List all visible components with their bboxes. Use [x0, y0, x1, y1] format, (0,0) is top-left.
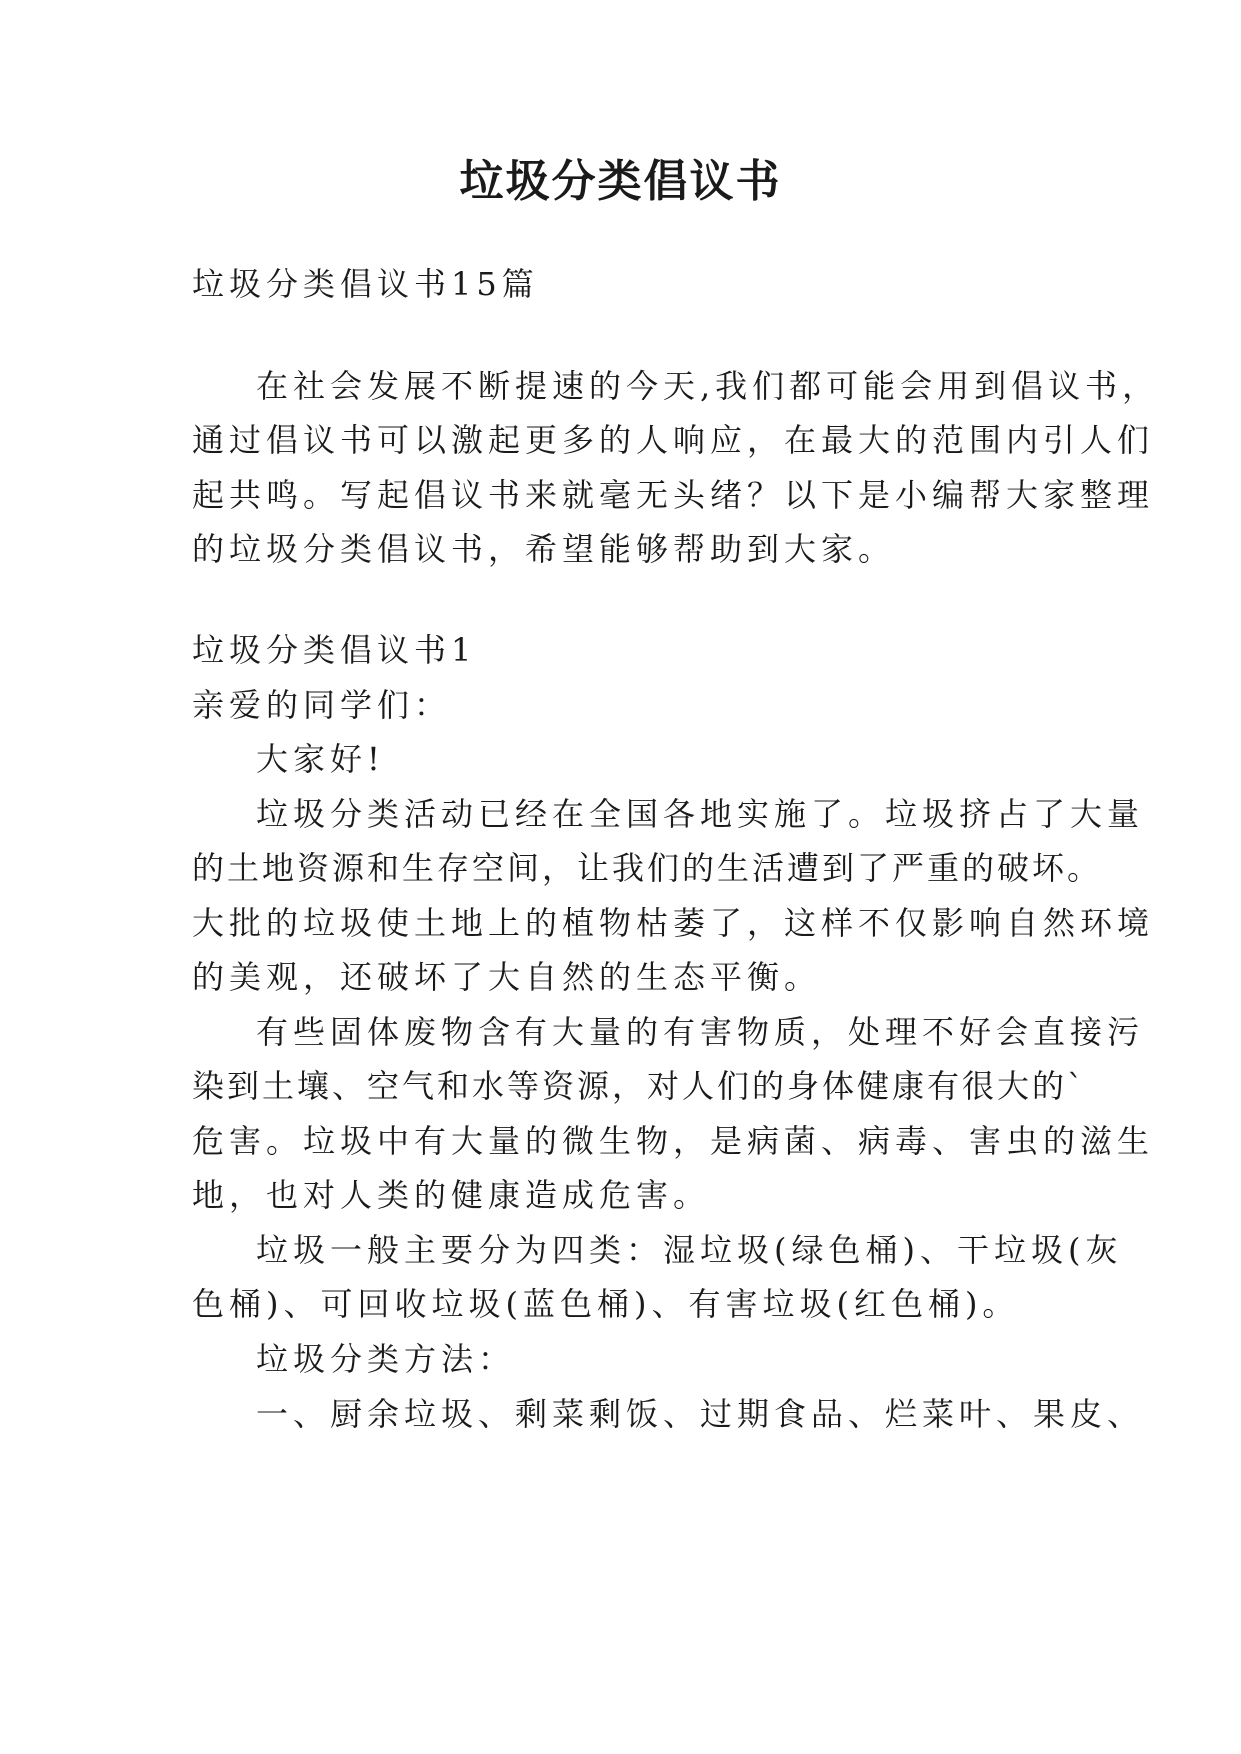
paragraph3-line-1: 垃圾一般主要分为四类：湿垃圾(绿色桶)、干垃圾(灰 — [256, 1231, 1123, 1269]
section-heading: 垃圾分类倡议书1 — [192, 631, 477, 669]
paragraph1-line-1: 垃圾分类活动已经在全国各地实施了。垃圾挤占了大量 — [256, 795, 1145, 833]
intro-line-4: 的垃圾分类倡议书，希望能够帮助到大家。 — [192, 530, 896, 568]
paragraph2-line-3: 危害。垃圾中有大量的微生物，是病菌、病毒、害虫的滋生 — [192, 1122, 1155, 1160]
paragraph1-line-3: 大批的垃圾使土地上的植物枯萎了，这样不仅影响自然环境 — [192, 904, 1155, 942]
paragraph1-line-4: 的美观，还破坏了大自然的生态平衡。 — [192, 958, 822, 996]
greeting: 大家好! — [256, 740, 385, 778]
intro-line-1: 在社会发展不断提速的今天,我们都可能会用到倡议书， — [256, 367, 1160, 405]
paragraph2-line-4: 地，也对人类的健康造成危害。 — [192, 1176, 711, 1214]
intro-line-3: 起共鸣。写起倡议书来就毫无头绪？以下是小编帮大家整理 — [192, 476, 1155, 514]
document-subtitle: 垃圾分类倡议书15篇 — [192, 265, 539, 303]
method-item-1: 一、厨余垃圾、剩菜剩饭、过期食品、烂菜叶、果皮、 — [256, 1395, 1145, 1433]
paragraph3-line-2: 色桶)、可回收垃圾(蓝色桶)、有害垃圾(红色桶)。 — [192, 1285, 1020, 1323]
salutation: 亲爱的同学们： — [192, 686, 452, 724]
method-heading: 垃圾分类方法： — [256, 1340, 516, 1378]
document-title: 垃圾分类倡议书 — [459, 156, 782, 207]
paragraph2-line-2: 染到土壤、空气和水等资源，对人们的身体健康有很大的` — [192, 1067, 1087, 1105]
paragraph1-line-2: 的土地资源和生存空间，让我们的生活遭到了严重的破坏。 — [192, 849, 1103, 887]
paragraph2-line-1: 有些固体废物含有大量的有害物质，处理不好会直接污 — [256, 1013, 1145, 1051]
intro-line-2: 通过倡议书可以激起更多的人响应，在最大的范围内引人们 — [192, 421, 1155, 459]
